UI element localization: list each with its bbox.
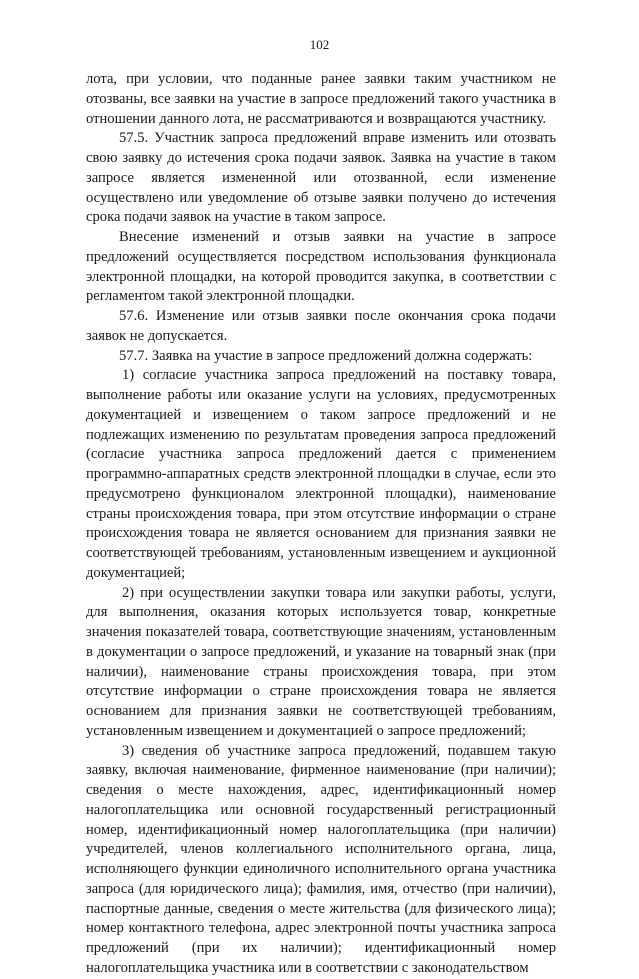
paragraph-changes-withdrawal: Внесение изменений и отзыв заявки на участие в запросе предложений осуществляется посредством использования функционала электронной площадки, на которой проводится закупка, в соответствии с регламентом такой электронной площадки.	[86, 229, 556, 305]
list-item-2: 2) при осуществлении закупки товара или закупки работы, услуги, для выполнения, оказания которых используется товар, конкретные значения показателей товара, соответствующие значениям, установленным в документации о запросе предложений, и указание на товарный знак (при наличии), наименование страны происхождения товара, при этом отсутствие информации о стране происхождения товара не является основанием для признания заявки не соответствующей требованиям, установленным извещением и документацией о запросе предложений;	[86, 584, 556, 739]
document-body	[86, 70, 556, 979]
paragraph-57-5: 57.5. Участник запроса предложений вправе изменить или отозвать свою заявку до истечения срока подачи заявок. Заявка на участие в таком запросе является измененной или отозванной, если изменение осуществлено или уведомление об отзыве заявки получено до истечения срока подачи заявок на участие в таком запросе.	[86, 130, 556, 226]
paragraph-57-7: 57.7. Заявка на участие в запросе предложений должна содержать:	[119, 347, 533, 364]
list-item-1: 1) согласие участника запроса предложений на поставку товара, выполнение работы или оказание услуги на условиях, предусмотренных документацией и извещением о таком запросе предложений и не подлежащих изменению по результатам проведения запроса предложений (согласие участника запроса предложений дается с применением программно-аппаратных средств электронной площадки в случае, если это предусмотрено функционалом электронной площадки), наименование страны происхождения товара, при этом отсутствие информации о стране происхождения товара не является основанием для признания заявки не соответствующей требованиям, установленным извещением и аукционной документацией;	[86, 367, 556, 581]
page-number: 102	[309, 37, 330, 52]
paragraph-continuation: лота, при условии, что поданные ранее заявки таким участником не отозваны, все заявки на участие в запросе предложений такого участника в отношении данного лота, не рассматриваются и возвращаются участнику.	[86, 71, 556, 127]
list-item-3: 3) сведения об участнике запроса предложений, подавшем такую заявку, включая наименование, фирменное наименование (при наличии); сведения о месте нахождения, адрес, идентификационный номер налогоплательщика или основной государственный регистрационный номер, идентификационный номер налогоплательщика (при наличии) учредителей, членов коллегиального исполнительного органа, лица, исполняющего функции единоличного исполнительного органа участника запроса (для юридического лица); фамилия, имя, отчество (при наличии), паспортные данные, сведения о месте жительства (для физического лица); номер контактного телефона, адрес электронной почты участника запроса предложений (при их наличии); идентификационный номер налогоплательщика участника или в соответствии с законодательством	[86, 742, 556, 976]
paragraph-57-6: 57.6. Изменение или отзыв заявки после окончания срока подачи заявок не допускается.	[86, 308, 556, 344]
